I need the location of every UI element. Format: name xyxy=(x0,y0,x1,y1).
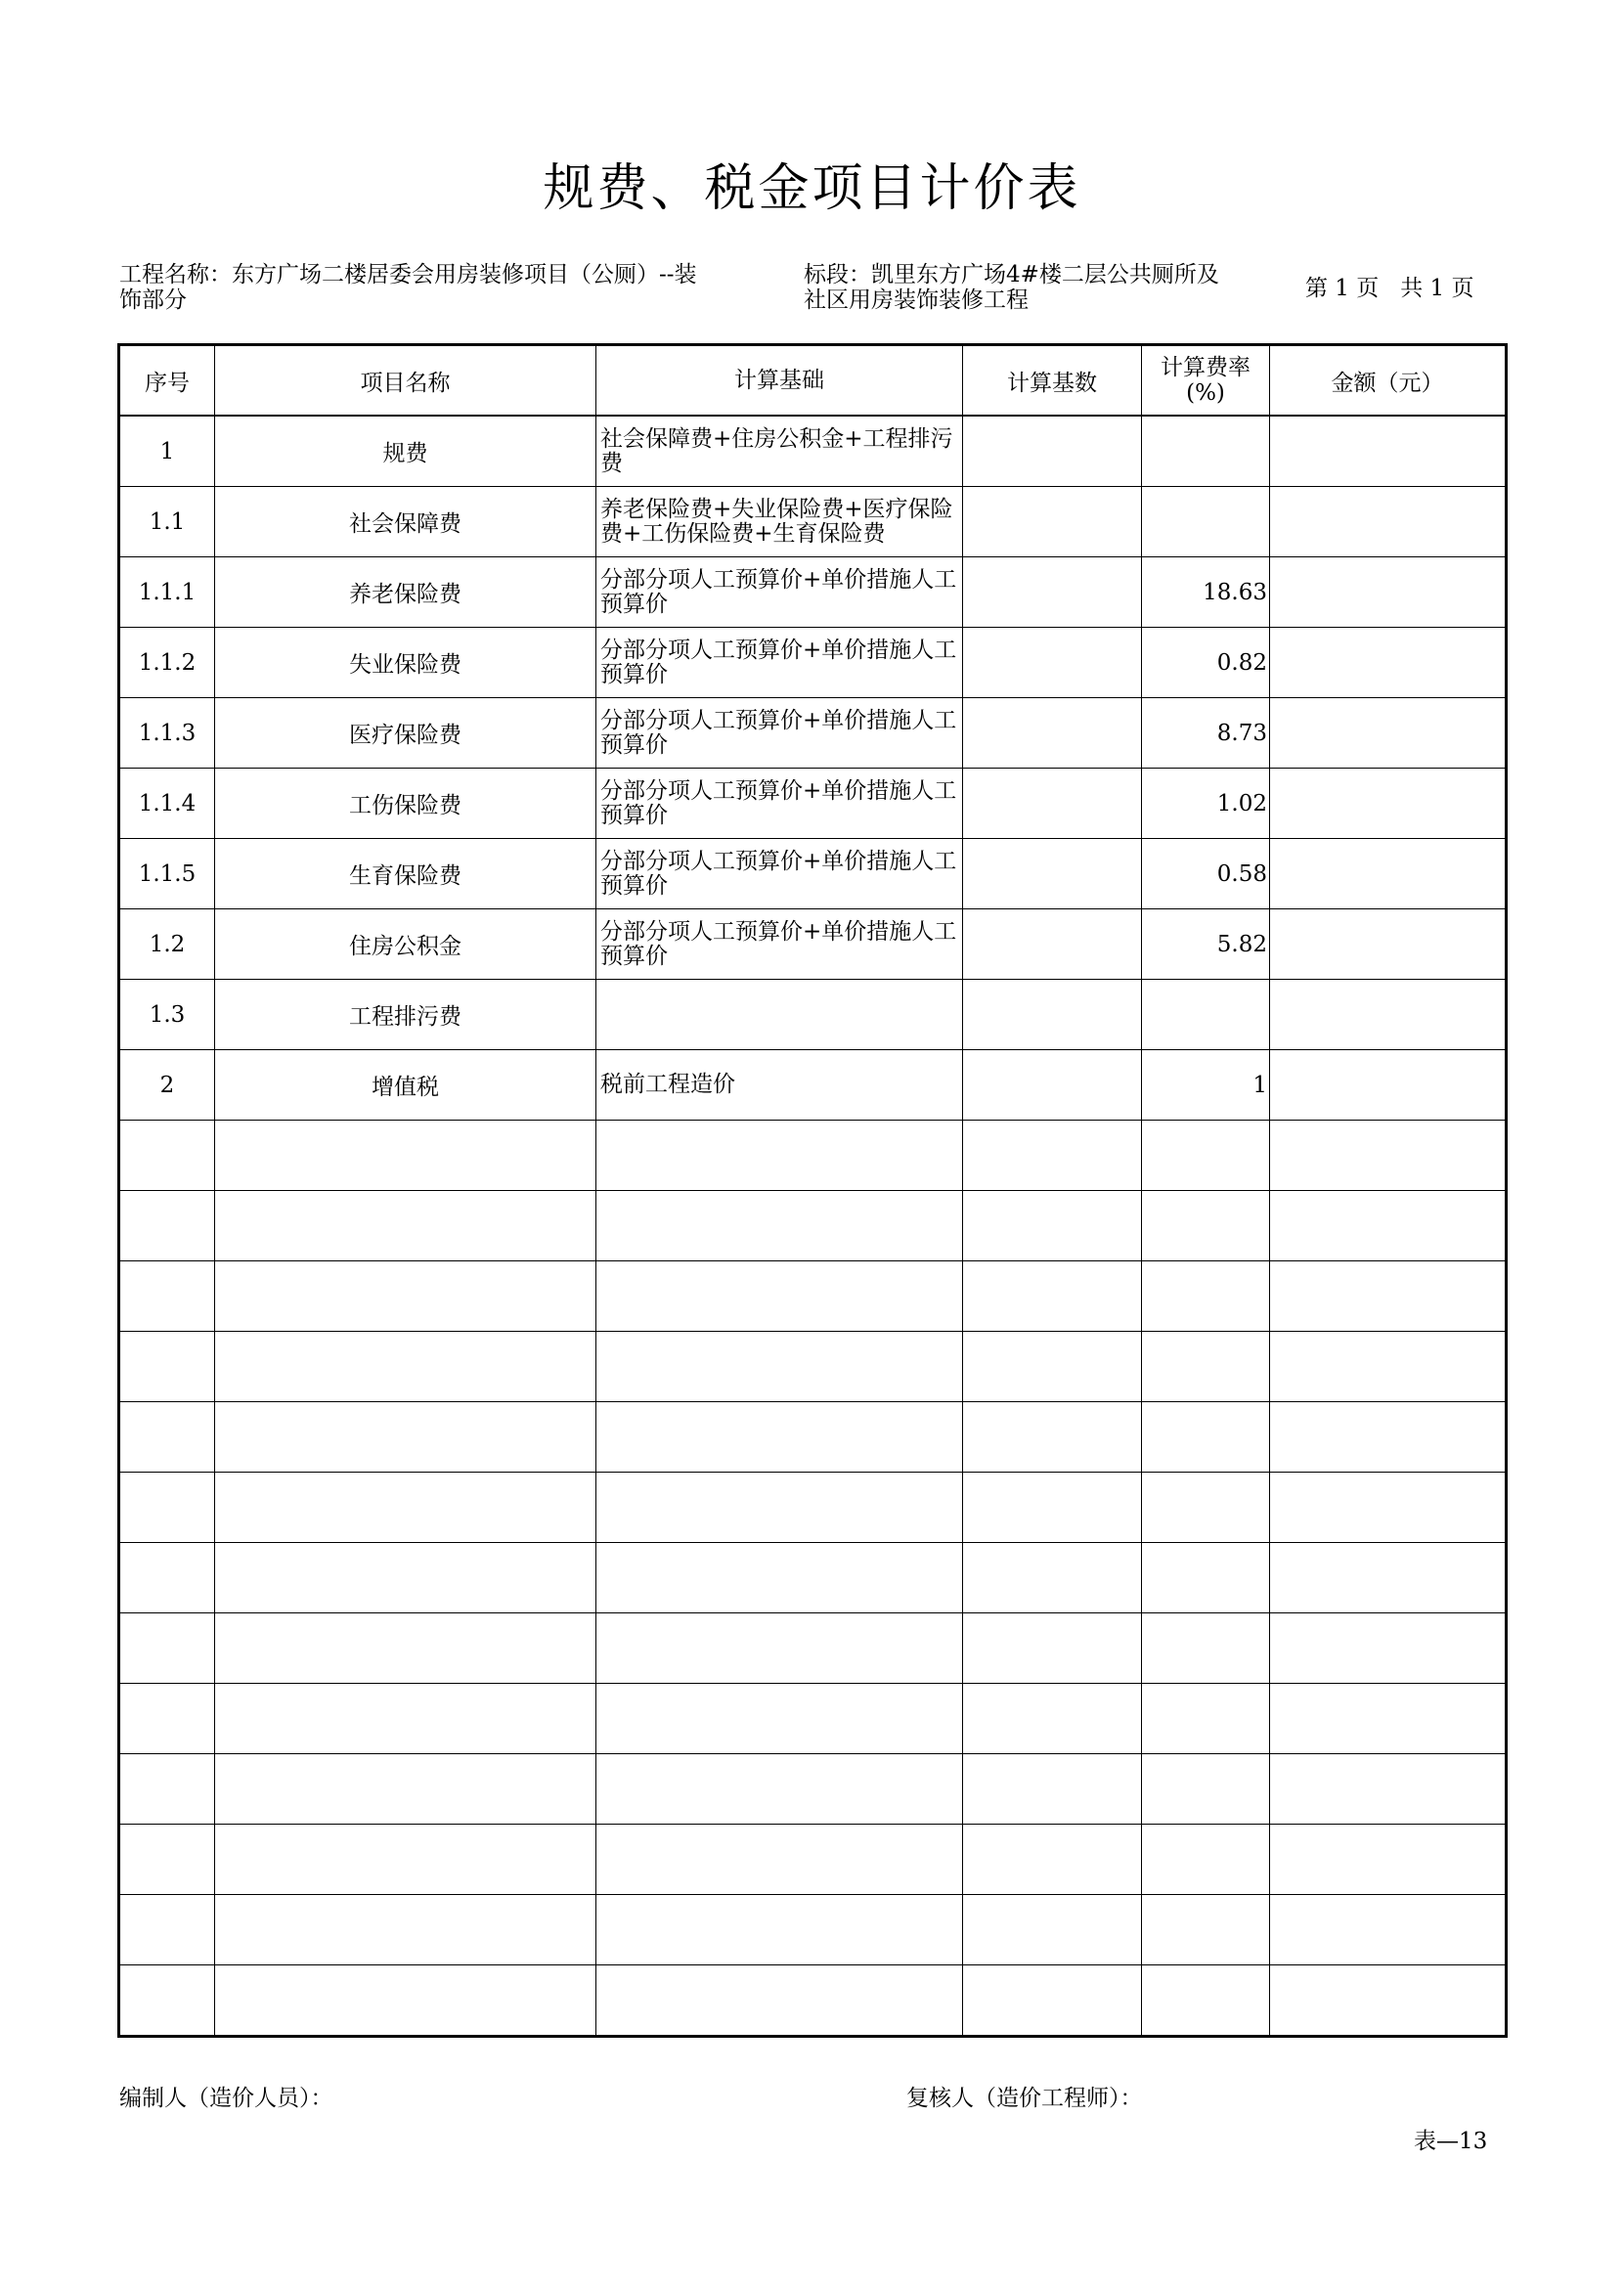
cell-basis xyxy=(596,1191,963,1261)
cell-name: 生育保险费 xyxy=(215,839,596,909)
cell-base xyxy=(963,1965,1142,2037)
cell-name xyxy=(215,1261,596,1332)
table-body xyxy=(119,416,1507,2037)
cell-basis: 社会保障费+住房公积金+工程排污费 xyxy=(596,416,963,487)
cell-basis xyxy=(596,1825,963,1895)
cell-basis: 分部分项人工预算价+单价措施人工预算价 xyxy=(596,557,963,628)
cell-no: 1.1.5 xyxy=(119,839,215,909)
cell-no xyxy=(119,1965,215,2037)
cell-amount xyxy=(1270,909,1507,980)
table-row xyxy=(119,1613,1507,1684)
cell-base xyxy=(963,1754,1142,1825)
cell-rate xyxy=(1142,1965,1270,2037)
table-row xyxy=(119,1754,1507,1825)
cell-name: 养老保险费 xyxy=(215,557,596,628)
table-row xyxy=(119,769,1507,839)
cell-no xyxy=(119,1825,215,1895)
cell-base xyxy=(963,628,1142,698)
cell-no xyxy=(119,1754,215,1825)
cell-amount xyxy=(1270,980,1507,1050)
table-row xyxy=(119,698,1507,769)
cell-basis xyxy=(596,1895,963,1965)
page-info: 第 1 页 共 1 页 xyxy=(1305,276,1474,301)
cell-name xyxy=(215,1191,596,1261)
table-row xyxy=(119,1684,1507,1754)
table-row xyxy=(119,1965,1507,2037)
cell-name xyxy=(215,1332,596,1402)
cell-basis: 分部分项人工预算价+单价措施人工预算价 xyxy=(596,909,963,980)
table-row xyxy=(119,1825,1507,1895)
cell-rate: 18.63 xyxy=(1142,557,1270,628)
cell-no xyxy=(119,1402,215,1473)
cell-amount xyxy=(1270,1121,1507,1191)
cell-amount xyxy=(1270,1754,1507,1825)
table-row xyxy=(119,980,1507,1050)
cell-amount xyxy=(1270,628,1507,698)
cell-basis xyxy=(596,1121,963,1191)
cell-name xyxy=(215,1543,596,1613)
cell-name xyxy=(215,1754,596,1825)
table-row xyxy=(119,628,1507,698)
cell-name xyxy=(215,1895,596,1965)
cell-amount xyxy=(1270,487,1507,557)
table-row xyxy=(119,557,1507,628)
cell-base xyxy=(963,1613,1142,1684)
cell-no: 2 xyxy=(119,1050,215,1121)
cell-rate xyxy=(1142,1684,1270,1754)
cell-name xyxy=(215,1121,596,1191)
cell-no: 1.2 xyxy=(119,909,215,980)
cell-no xyxy=(119,1895,215,1965)
cell-basis: 税前工程造价 xyxy=(596,1050,963,1121)
prepared-by-label: 编制人（造价人员）： xyxy=(119,2086,333,2111)
cell-basis: 分部分项人工预算价+单价措施人工预算价 xyxy=(596,698,963,769)
cell-amount xyxy=(1270,1895,1507,1965)
cell-rate xyxy=(1142,1825,1270,1895)
cell-base xyxy=(963,1261,1142,1332)
cell-rate xyxy=(1142,416,1270,487)
cell-basis xyxy=(596,1965,963,2037)
table-row xyxy=(119,1473,1507,1543)
cell-basis xyxy=(596,1613,963,1684)
cell-rate: 0.82 xyxy=(1142,628,1270,698)
col-header-rate: 计算费率(%) xyxy=(1142,345,1270,417)
cell-basis xyxy=(596,1473,963,1543)
cell-name: 住房公积金 xyxy=(215,909,596,980)
cell-rate xyxy=(1142,980,1270,1050)
cell-no xyxy=(119,1121,215,1191)
cell-rate xyxy=(1142,1754,1270,1825)
cell-no: 1.1.3 xyxy=(119,698,215,769)
cell-amount xyxy=(1270,1543,1507,1613)
table-row xyxy=(119,909,1507,980)
table-row xyxy=(119,1402,1507,1473)
cell-rate: 5.82 xyxy=(1142,909,1270,980)
cell-amount xyxy=(1270,1261,1507,1332)
cell-no: 1.1 xyxy=(119,487,215,557)
cell-rate xyxy=(1142,487,1270,557)
cell-no xyxy=(119,1261,215,1332)
cell-amount xyxy=(1270,416,1507,487)
cell-no xyxy=(119,1613,215,1684)
table-row xyxy=(119,1121,1507,1191)
cell-basis xyxy=(596,1754,963,1825)
col-header-amount: 金额（元） xyxy=(1270,345,1507,417)
cell-rate xyxy=(1142,1332,1270,1402)
cell-base xyxy=(963,1684,1142,1754)
cell-no: 1 xyxy=(119,416,215,487)
cell-rate xyxy=(1142,1261,1270,1332)
cell-no: 1.1.1 xyxy=(119,557,215,628)
cell-base xyxy=(963,1543,1142,1613)
section-name: 标段：凯里东方广场4#楼二层公共厕所及社区用房装饰装修工程 xyxy=(804,262,1219,313)
cell-basis: 分部分项人工预算价+单价措施人工预算价 xyxy=(596,769,963,839)
form-number: 表—13 xyxy=(1414,2129,1488,2154)
cell-base xyxy=(963,698,1142,769)
cell-rate xyxy=(1142,1473,1270,1543)
cell-basis: 分部分项人工预算价+单价措施人工预算价 xyxy=(596,839,963,909)
table-header-row xyxy=(119,345,1507,417)
cell-amount xyxy=(1270,698,1507,769)
cell-basis xyxy=(596,1402,963,1473)
cell-amount xyxy=(1270,1332,1507,1402)
cell-base xyxy=(963,1402,1142,1473)
cell-name: 社会保障费 xyxy=(215,487,596,557)
table-row xyxy=(119,1050,1507,1121)
cell-basis xyxy=(596,1332,963,1402)
cell-name: 工伤保险费 xyxy=(215,769,596,839)
cell-basis xyxy=(596,1543,963,1613)
page-title: 规费、税金项目计价表 xyxy=(543,159,1081,218)
cell-no xyxy=(119,1332,215,1402)
cell-name: 规费 xyxy=(215,416,596,487)
reviewed-by-label: 复核人（造价工程师）： xyxy=(906,2086,1143,2111)
cell-name xyxy=(215,1402,596,1473)
cell-base xyxy=(963,769,1142,839)
cell-base xyxy=(963,839,1142,909)
cell-amount xyxy=(1270,1191,1507,1261)
cell-base xyxy=(963,1191,1142,1261)
cell-base xyxy=(963,1473,1142,1543)
cell-amount xyxy=(1270,1613,1507,1684)
cell-rate: 1.02 xyxy=(1142,769,1270,839)
cell-amount xyxy=(1270,1402,1507,1473)
cell-base xyxy=(963,1050,1142,1121)
table-row xyxy=(119,416,1507,487)
cell-base xyxy=(963,1121,1142,1191)
table-row xyxy=(119,1895,1507,1965)
cell-no xyxy=(119,1191,215,1261)
cell-basis xyxy=(596,1684,963,1754)
cell-rate xyxy=(1142,1543,1270,1613)
table-row xyxy=(119,1261,1507,1332)
col-header-no: 序号 xyxy=(119,345,215,417)
cell-rate xyxy=(1142,1402,1270,1473)
cell-amount xyxy=(1270,1825,1507,1895)
cell-amount xyxy=(1270,1965,1507,2037)
cell-name: 失业保险费 xyxy=(215,628,596,698)
cell-amount xyxy=(1270,1684,1507,1754)
cell-no: 1.1.2 xyxy=(119,628,215,698)
cell-name xyxy=(215,1965,596,2037)
cell-basis: 养老保险费+失业保险费+医疗保险费+工伤保险费+生育保险费 xyxy=(596,487,963,557)
table-row xyxy=(119,839,1507,909)
cell-base xyxy=(963,416,1142,487)
cell-name xyxy=(215,1825,596,1895)
cell-rate: 1 xyxy=(1142,1050,1270,1121)
cell-amount xyxy=(1270,1473,1507,1543)
cell-base xyxy=(963,1332,1142,1402)
table-row xyxy=(119,1332,1507,1402)
cell-basis xyxy=(596,1261,963,1332)
cell-no xyxy=(119,1473,215,1543)
cell-amount xyxy=(1270,769,1507,839)
cell-basis: 分部分项人工预算价+单价措施人工预算价 xyxy=(596,628,963,698)
cell-rate xyxy=(1142,1613,1270,1684)
cell-no: 1.1.4 xyxy=(119,769,215,839)
cell-amount xyxy=(1270,839,1507,909)
cell-rate xyxy=(1142,1191,1270,1261)
cell-name xyxy=(215,1473,596,1543)
cell-rate xyxy=(1142,1895,1270,1965)
cell-base xyxy=(963,1825,1142,1895)
cell-no xyxy=(119,1543,215,1613)
cell-amount xyxy=(1270,557,1507,628)
cell-base xyxy=(963,557,1142,628)
table-row xyxy=(119,487,1507,557)
cell-base xyxy=(963,487,1142,557)
cell-base xyxy=(963,1895,1142,1965)
cell-no xyxy=(119,1684,215,1754)
fee-tax-table xyxy=(117,343,1508,2038)
cell-name: 医疗保险费 xyxy=(215,698,596,769)
cell-name: 工程排污费 xyxy=(215,980,596,1050)
table-row xyxy=(119,1543,1507,1613)
cell-rate: 0.58 xyxy=(1142,839,1270,909)
cell-name xyxy=(215,1684,596,1754)
cell-name: 增值税 xyxy=(215,1050,596,1121)
cell-no: 1.3 xyxy=(119,980,215,1050)
col-header-basis: 计算基础 xyxy=(596,345,963,417)
cell-rate xyxy=(1142,1121,1270,1191)
col-header-name: 项目名称 xyxy=(215,345,596,417)
cell-base xyxy=(963,980,1142,1050)
col-header-base: 计算基数 xyxy=(963,345,1142,417)
table-row xyxy=(119,1191,1507,1261)
cell-rate: 8.73 xyxy=(1142,698,1270,769)
cell-amount xyxy=(1270,1050,1507,1121)
cell-basis xyxy=(596,980,963,1050)
project-name: 工程名称：东方广场二楼居委会用房装修项目（公厕）--装饰部分 xyxy=(119,262,697,313)
cell-base xyxy=(963,909,1142,980)
cell-name xyxy=(215,1613,596,1684)
